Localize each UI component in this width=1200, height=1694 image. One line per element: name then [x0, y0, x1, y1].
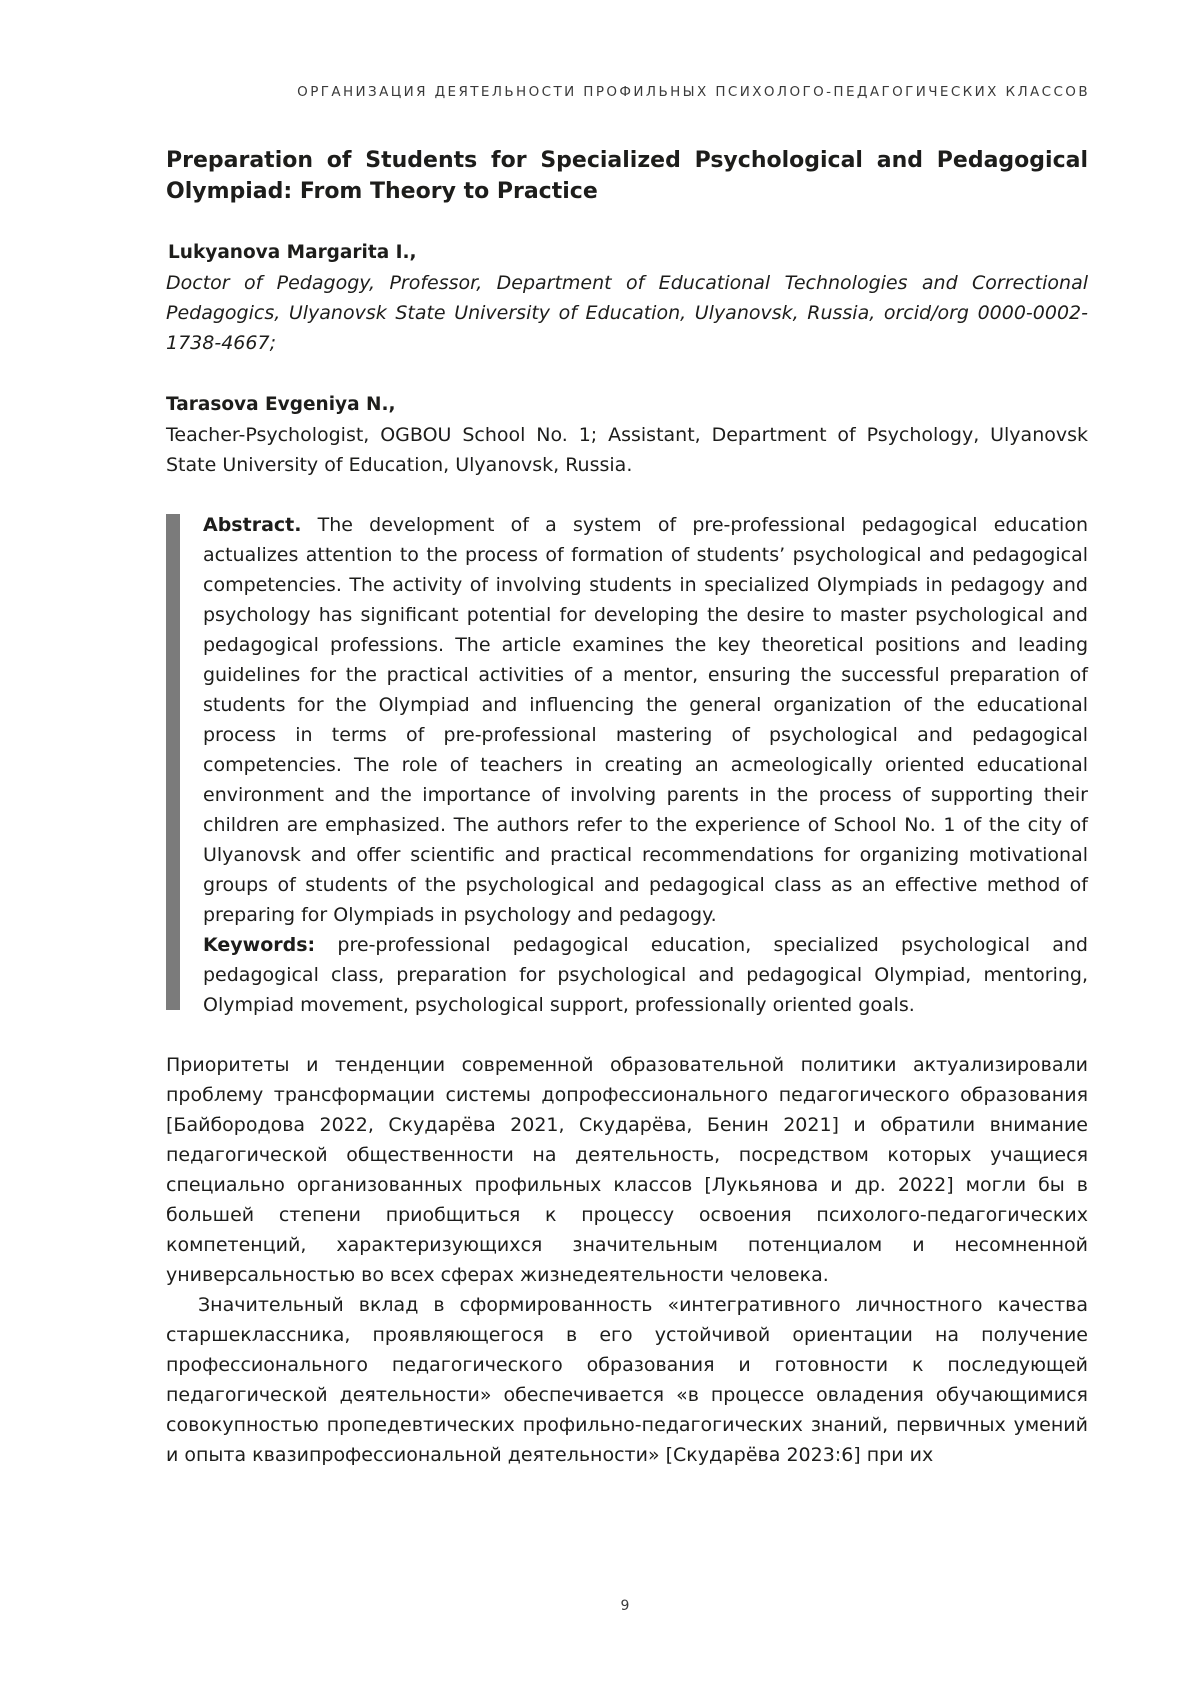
article-title: Preparation of Students for Specialized Psychological and Pedagogical Olympiad: From Theory to Practice: [166, 148, 1088, 204]
author-block-1: [166, 238, 1088, 358]
author-name: Tarasova Evgeniya N.,: [166, 394, 396, 415]
abstract-box: [166, 510, 1088, 1020]
author-affiliation: Doctor of Pedagogy, Professor, Department of Educational Technologies and Correctional Pedagogics, Ulyanovsk State University of Education, Ulyanovsk, Russia, orcid/org 0000-0002-1738-4667;: [166, 272, 1088, 354]
abstract-sidebar-rule: [166, 514, 180, 1010]
keywords-text: pre-professional pedagogical education, specialized psychological and pedagogical class, preparation for psychological and pedagogical Olympiad, mentoring, Olympiad movement, psychological support, professionally oriented goals.: [203, 934, 1088, 1016]
author-affiliation: Teacher-Psychologist, OGBOU School No. 1; Assistant, Department of Psychology, Ulyanovsk State University of Education, Ulyanovsk, Russia.: [166, 424, 1088, 476]
author-block-2: [166, 390, 1088, 480]
body-text: [166, 1050, 1088, 1470]
keywords: [203, 930, 1088, 1020]
keywords-label: Keywords:: [203, 934, 316, 956]
article-content: [166, 145, 1088, 1470]
abstract-text: The development of a system of pre-professional pedagogical education actualizes attention to the process of formation of students’ psychological and pedagogical competencies. The activity of involving students in specialized Olympiads in pedagogy and psychology has significant potential for developing the desire to master psychological and pedagogical professions. The article examines the key theoretical positions and leading guidelines for the practical activities of a mentor, ensuring the successful preparation of students for the Olympiad and influencing the general organization of the educational process in terms of pre-professional mastering of psychological and pedagogical competencies. The role of teachers in creating an acmeologically oriented educational environment and the importance of involving parents in the process of supporting their children are emphasized. The authors refer to the experience of School No. 1 of the city of Ulyanovsk and offer scientific and practical recommendations for organizing motivational groups of students of the psychological and pedagogical class as an effective method of preparing for Olympiads in psychology and pedagogy.: [203, 514, 1088, 926]
abstract: [203, 510, 1088, 930]
body-paragraph: Приоритеты и тенденции современной образовательной политики актуализировали проблему трансформации системы допрофессионального педагогического образования [Байбородова 2022, Скударёва 2021, Скударёва, Бенин 2021] и обратили внимание педагогической общественности на деятельность, посредством которых учащиеся специально организованных профильных классов [Лукьянова и др. 2022] могли бы в большей степени приобщиться к процессу освоения психолого-педагогических компетенций, характеризующихся значительным потенциалом и несомненной универсальностью во всех сферах жизнедеятельности человека.: [166, 1054, 1088, 1286]
page-number: 9: [620, 1598, 630, 1614]
author-name: Lukyanova Margarita I.,: [168, 242, 417, 263]
running-header: ОРГАНИЗАЦИЯ ДЕЯТЕЛЬНОСТИ ПРОФИЛЬНЫХ ПСИХОЛОГО-ПЕДАГОГИЧЕСКИХ КЛАССОВ: [297, 84, 1090, 100]
body-paragraph: Значительный вклад в сформированность «интегративного личностного качества старшеклассника, проявляющегося в его устойчивой ориентации на получение профессионального педагогического образования и готовности к последующей педагогической деятельности» обеспечивается «в процессе овладения обучающимися совокупностью пропедевтических профильно-педагогических знаний, первичных умений и опыта квазипрофессиональной деятельности» [Скударёва 2023:6] при их: [166, 1294, 1088, 1466]
abstract-label: Abstract.: [203, 514, 302, 536]
